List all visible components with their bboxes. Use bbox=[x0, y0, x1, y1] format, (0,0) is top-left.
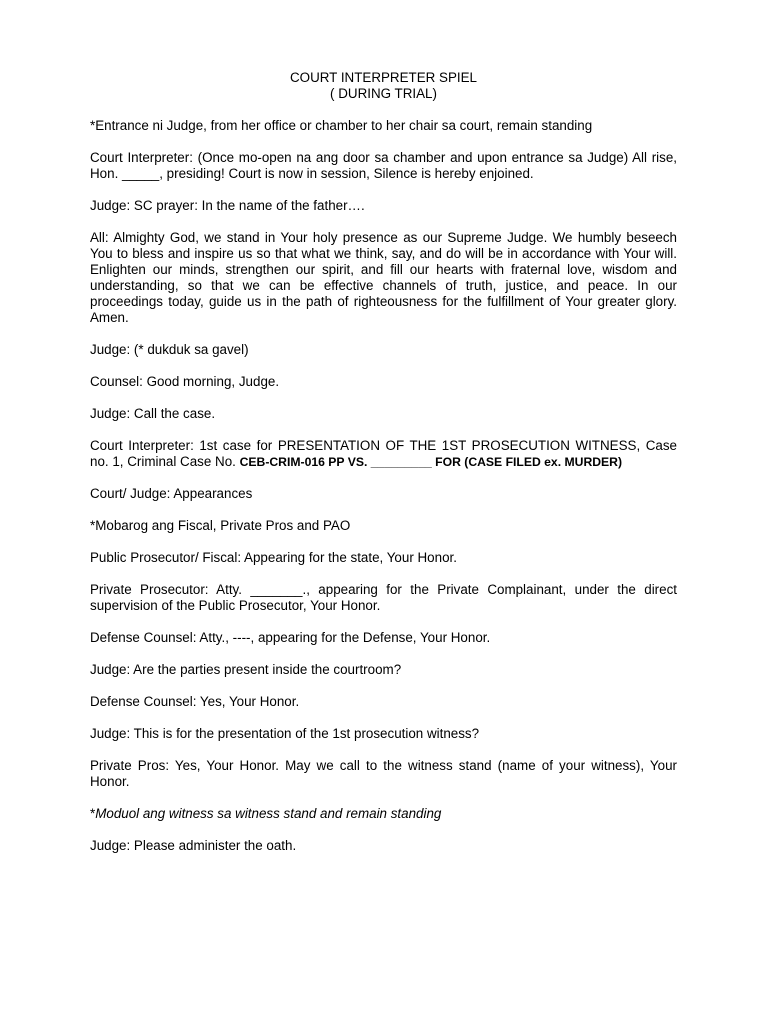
paragraph-private-pros-reply: Private Pros: Yes, Your Honor. May we call to the witness stand (name of your witness), Your Honor. bbox=[90, 758, 677, 789]
witness-stand-text: Moduol ang witness sa witness stand and remain standing bbox=[95, 806, 442, 821]
paragraph-defense-yes: Defense Counsel: Yes, Your Honor. bbox=[90, 694, 300, 709]
paragraph-presentation-question: Judge: This is for the presentation of the 1st prosecution witness? bbox=[90, 726, 480, 741]
case-number-text: CEB-CRIM-016 PP VS. _________ FOR (CASE FILED ex. MURDER) bbox=[239, 455, 623, 469]
paragraph-administer-oath: Judge: Please administer the oath. bbox=[90, 838, 297, 853]
witness-stand-star: * bbox=[90, 806, 96, 821]
paragraph-private-prosecutor: Private Prosecutor: Atty. _______., appearing for the Private Complainant, under the direct supervision of the Public Prosecutor, Your Honor. bbox=[90, 582, 677, 613]
document-subtitle: ( DURING TRIAL) bbox=[330, 86, 437, 101]
paragraph-gavel: Judge: (* dukduk sa gavel) bbox=[90, 342, 249, 357]
title-block bbox=[90, 70, 677, 102]
paragraph-call-case: Judge: Call the case. bbox=[90, 406, 216, 421]
paragraph-parties-present: Judge: Are the parties present inside the courtroom? bbox=[90, 662, 402, 677]
document-title: COURT INTERPRETER SPIEL bbox=[289, 70, 477, 85]
paragraph-all-rise: Court Interpreter: (Once mo-open na ang door sa chamber and upon entrance sa Judge) All rise, Hon. _____, presiding! Court is now in session, Silence is hereby enjoined. bbox=[90, 150, 677, 181]
paragraph-case-call bbox=[90, 438, 677, 470]
paragraph-appearances: Court/ Judge: Appearances bbox=[90, 486, 253, 501]
paragraph-entrance: *Entrance ni Judge, from her office or chamber to her chair sa court, remain standing bbox=[90, 118, 593, 133]
document-page bbox=[90, 70, 677, 870]
paragraph-public-prosecutor: Public Prosecutor/ Fiscal: Appearing for the state, Your Honor. bbox=[90, 550, 457, 565]
paragraph-mobarog: *Mobarog ang Fiscal, Private Pros and PAO bbox=[90, 518, 351, 533]
paragraph-witness-stand bbox=[90, 806, 677, 822]
paragraph-prayer: All: Almighty God, we stand in Your holy presence as our Supreme Judge. We humbly beseech You to bless and inspire us so that what we think, say, and do will be in accordance with Your will. Enlighten our minds, strengthen our spirit, and fill our hearts with fraternal love, wisdom and understanding, so that we can be effective channels of truth, justice, and peace. In our proceedings today, guide us in the path of righteousness for the fulfillment of Your greater glory. Amen. bbox=[90, 230, 677, 325]
paragraph-counsel-greeting: Counsel: Good morning, Judge. bbox=[90, 374, 280, 389]
paragraph-sc-prayer: Judge: SC prayer: In the name of the father…. bbox=[90, 198, 365, 213]
paragraph-defense-counsel: Defense Counsel: Atty., ----, appearing for the Defense, Your Honor. bbox=[90, 630, 491, 645]
case-call-text: Court Interpreter: 1st case for PRESENTATION OF THE 1ST PROSECUTION WITNESS, Case no. 1, Criminal Case No. bbox=[90, 438, 677, 469]
